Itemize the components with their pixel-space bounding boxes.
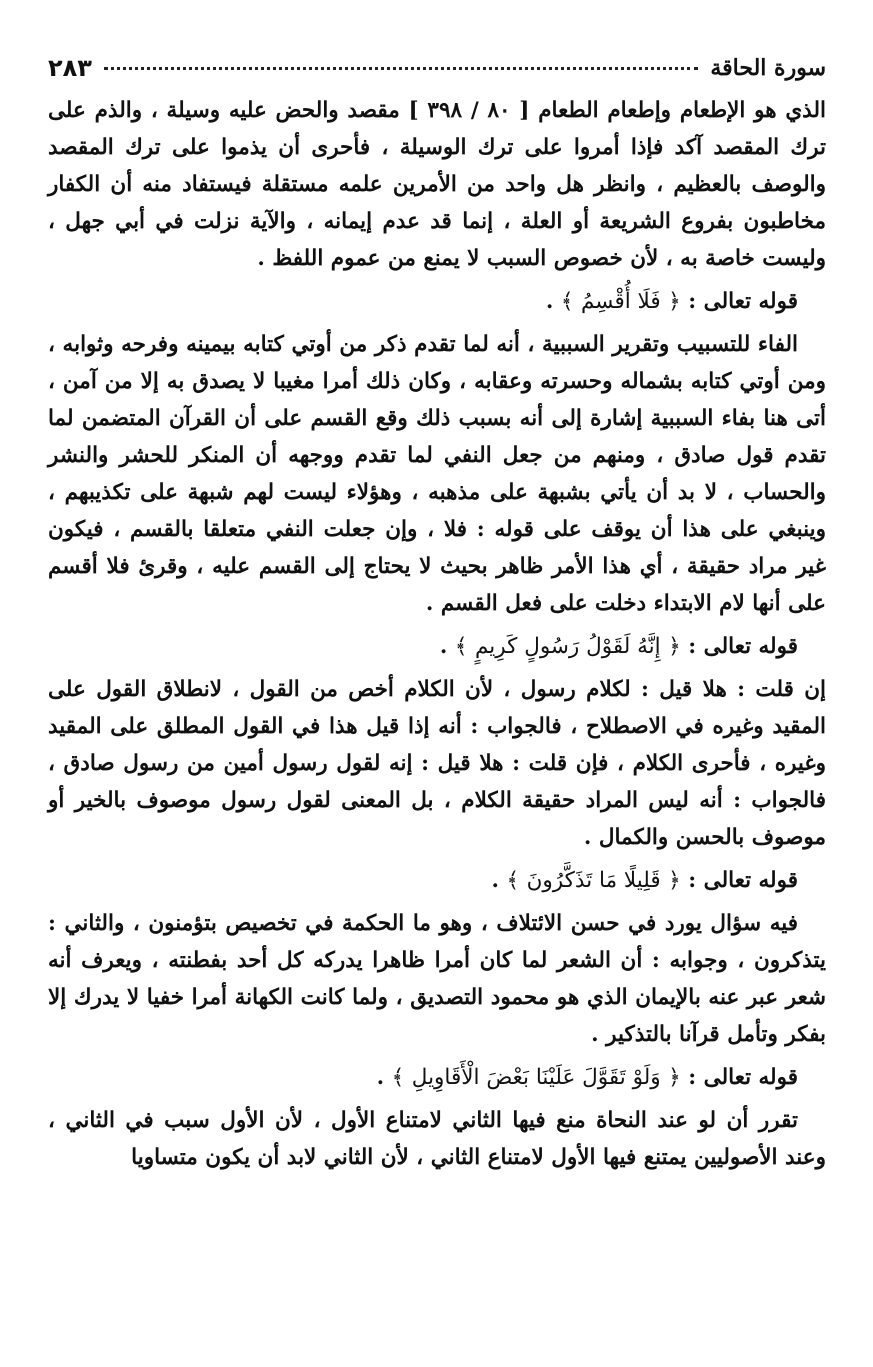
paragraph-5: تقرر أن لو عند النحاة منع فيها الثاني لامتناع الأول ، لأن الأول سبب في الثاني ، وعند الأصوليين يمتنع فيها الأول لامتناع الثاني ، لأن الثاني لابد أن يكون متساويا xyxy=(48,1108,826,1170)
paragraph-2: الفاء للتسبيب وتقرير السببية ، أنه لما تقدم ذكر من أوتي كتابه بيمينه وفرحه وثوابه ، ومن أوتي كتابه بشماله وحسرته وعقابه ، وكان ذلك أمرا مغيبا لا يصدق به إلا من آمن ، أتى هنا بفاء السببية إشارة إلى أنه بسبب ذلك وقع القسم على أن القرآن المتضمن لما تقدم قول صادق ، ومنهم من جعل النفي لما تقدم ووجهه أن المنكر للحشر والنشر والحساب ، لا بد أن يأتي بشبهة على مذهبه ، وهؤلاء ليست لهم شبهة على تكذيبهم ، وينبغي على هذا أن يوقف على قوله : فلا ، وإن جعلت النفي متعلقا بالقسم ، فيكون غير مراد حقيقة ، أي هذا الأمر ظاهر بحيث لا يحتاج إلى القسم عليه ، وقرئ فلا أقسم على أنها لام الابتداء دخلت على فعل القسم . xyxy=(48,332,826,616)
verse-heading-3 xyxy=(48,862,826,899)
quran-verse-text: إِنَّهُ لَقَوْلُ رَسُولٍ كَرِيمٍ xyxy=(474,634,661,659)
quran-open-bracket: ﴿ xyxy=(668,289,681,314)
quran-close-bracket: ﴾ xyxy=(506,868,520,893)
paragraph-4: فيه سؤال يورد في حسن الائتلاف ، وهو ما الحكمة في تخصيص بتؤمنون ، والثاني : يتذكرون ، وجوابه : أن الشعر لما كان أمرا ظاهرا يدركه كل أحد بفطنته ، ويعرف أنه شعر عبر عنه بالإيمان الذي هو محمود التصديق ، ولما كانت الكهانة أمرا خفيا لا يدرك إلا بفكر وتأمل قرآنا بالتذكير . xyxy=(48,911,826,1047)
page-body xyxy=(48,92,826,1176)
quran-verse-text: وَلَوْ تَقَوَّلَ عَلَيْنَا بَعْضَ الْأَقَاوِيلِ xyxy=(411,1065,661,1090)
verse-suffix: . xyxy=(545,289,554,314)
verse-heading-4 xyxy=(48,1059,826,1096)
quran-verse-text: فَلَا أُقْسِمُ xyxy=(580,289,661,314)
quran-open-bracket: ﴿ xyxy=(668,1065,681,1090)
quran-close-bracket: ﴾ xyxy=(454,634,468,659)
verse-prefix: قوله تعالى : xyxy=(688,1065,798,1090)
quran-verse-text: قَلِيلًا مَا تَذَكَّرُونَ xyxy=(526,868,661,893)
quran-open-bracket: ﴿ xyxy=(668,634,681,659)
verse-prefix: قوله تعالى : xyxy=(688,289,798,314)
verse-suffix: . xyxy=(376,1065,385,1090)
verse-prefix: قوله تعالى : xyxy=(688,868,798,893)
verse-heading-1 xyxy=(48,283,826,320)
header-dotted-rule xyxy=(104,67,698,70)
verse-suffix: . xyxy=(439,634,448,659)
page-header xyxy=(48,48,826,88)
verse-prefix: قوله تعالى : xyxy=(688,634,798,659)
verse-suffix: . xyxy=(491,868,500,893)
page-number: ٢٨٣ xyxy=(48,54,92,82)
quran-open-bracket: ﴿ xyxy=(668,868,681,893)
paragraph-3: إن قلت : هلا قيل : لكلام رسول ، لأن الكلام أخص من القول ، لانطلاق القول على المقيد وغيره في الاصطلاح ، فالجواب : أنه إذا قيل هذا في القول المطلق على المقيد وغيره ، فأحرى الكلام ، فإن قلت : هلا قيل : إنه لقول رسول أمين من رسول صادق ، فالجواب : أنه ليس المراد حقيقة الكلام ، بل المعنى لقول رسول موصوف بالخير أو موصوف بالحسن والكمال . xyxy=(48,677,826,850)
surah-title: سورة الحاقة xyxy=(710,55,826,81)
book-page xyxy=(48,48,826,1176)
quran-close-bracket: ﴾ xyxy=(391,1065,405,1090)
quran-close-bracket: ﴾ xyxy=(560,289,574,314)
verse-heading-2 xyxy=(48,628,826,665)
paragraph-1: الذي هو الإطعام وإطعام الطعام [ ٨٠ / ٣٩٨ ] مقصد والحض عليه وسيلة ، والذم على ترك المقصد آكد فإذا أمروا على ترك الوسيلة ، فأحرى أن يذموا على ترك المقصد والوصف بالعظيم ، وانظر هل واحد من الأمرين علمه مستقلة فيستفاد منه أن الكفار مخاطبون بفروع الشريعة أو العلة ، إنما قد عدم إيمانه ، والآية نزلت في أبي جهل ، وليست خاصة به ، لأن خصوص السبب لا يمنع من عموم اللفظ . xyxy=(48,98,826,271)
